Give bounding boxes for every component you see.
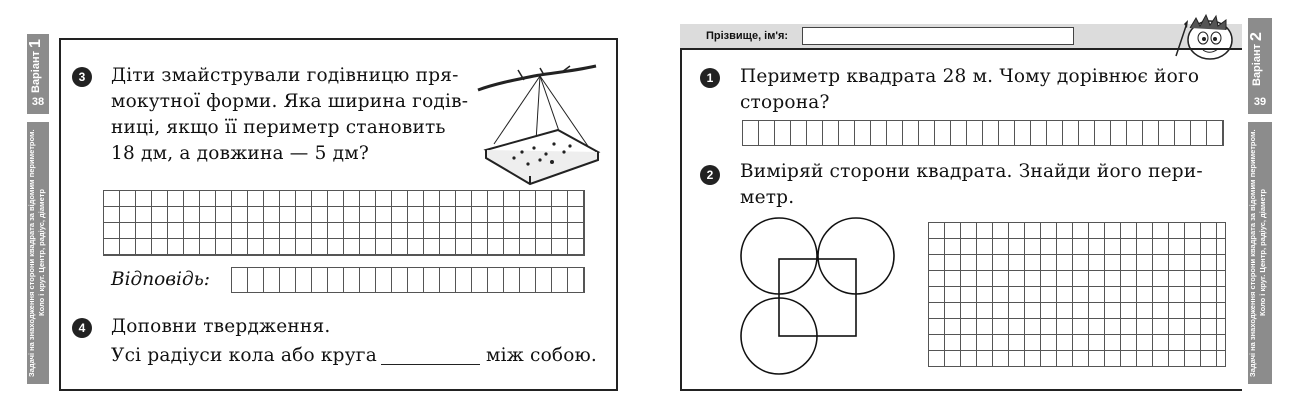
right-variant-label [1248,28,1272,90]
task3-number-badge: 3 [72,67,92,87]
task4-blank-line[interactable] [381,364,480,365]
left-variant-word: Варіант [30,50,42,93]
task4-line-2-start: Усі радіуси кола або круга [111,345,377,366]
task1-text [740,64,1240,116]
right-variant-number: 2 [1248,32,1265,41]
task3-line-2: мокутної форми. Яка ширина годів- [111,91,469,112]
task3-line-1: Діти змайстрували годівницю пря- [111,65,459,86]
name-label: Прізвище, ім'я: [706,30,789,42]
task1-line-1: Периметр квадрата 28 м. Чому дорівнює його [740,66,1200,87]
right-page-number: 39 [1253,96,1267,108]
task3-answer-label: Відповідь: [111,269,211,290]
left-page-number: 38 [31,96,45,108]
left-variant-number: 1 [27,39,44,48]
task3-line-4: 18 дм, а довжина — 5 дм? [111,143,369,164]
task1-line-2: сторона? [740,92,830,113]
task4-number-badge: 4 [72,318,92,338]
task1-answer-grid [742,120,1224,146]
task2-text [740,159,1240,211]
left-variant-label [27,36,49,96]
task2-grid [928,222,1226,367]
task3-text [111,63,471,167]
right-frame-top [680,48,1242,50]
right-frame-left [680,48,682,391]
task3-grid [103,190,585,256]
task2-line-2: метр. [740,187,795,208]
task4-line-1: Доповни твердження. [111,316,331,337]
task2-line-1: Виміряй сторони квадрата. Знайди його пери- [740,161,1203,182]
right-variant-word: Варіант [1251,43,1263,86]
square [779,259,856,336]
left-frame-bottom [59,389,618,391]
left-frame-right [616,38,618,391]
name-input[interactable] [802,27,1074,45]
task3-answer-grid [231,267,585,293]
task4-line-2-end: між собою. [486,345,597,366]
circles-and-square-figure [735,212,905,382]
right-frame-bottom [680,389,1242,391]
left-frame-top [59,38,618,40]
task2-number-badge: 2 [700,165,720,185]
task3-line-3: ниці, якщо її периметр становить [111,117,446,138]
mascot-icon [1170,12,1242,60]
left-topic-text: Задачі на знаходження сторони квадрата за відомим периметром. Коло і круг. Центр, радіус, діаметр [27,129,46,377]
task1-number-badge: 1 [700,68,720,88]
right-topic-text: Задачі на знаходження сторони квадрата за відомим периметром. Коло і круг. Центр, радіус, діаметр [1248,129,1267,377]
bird-feeder-illustration [474,64,604,190]
